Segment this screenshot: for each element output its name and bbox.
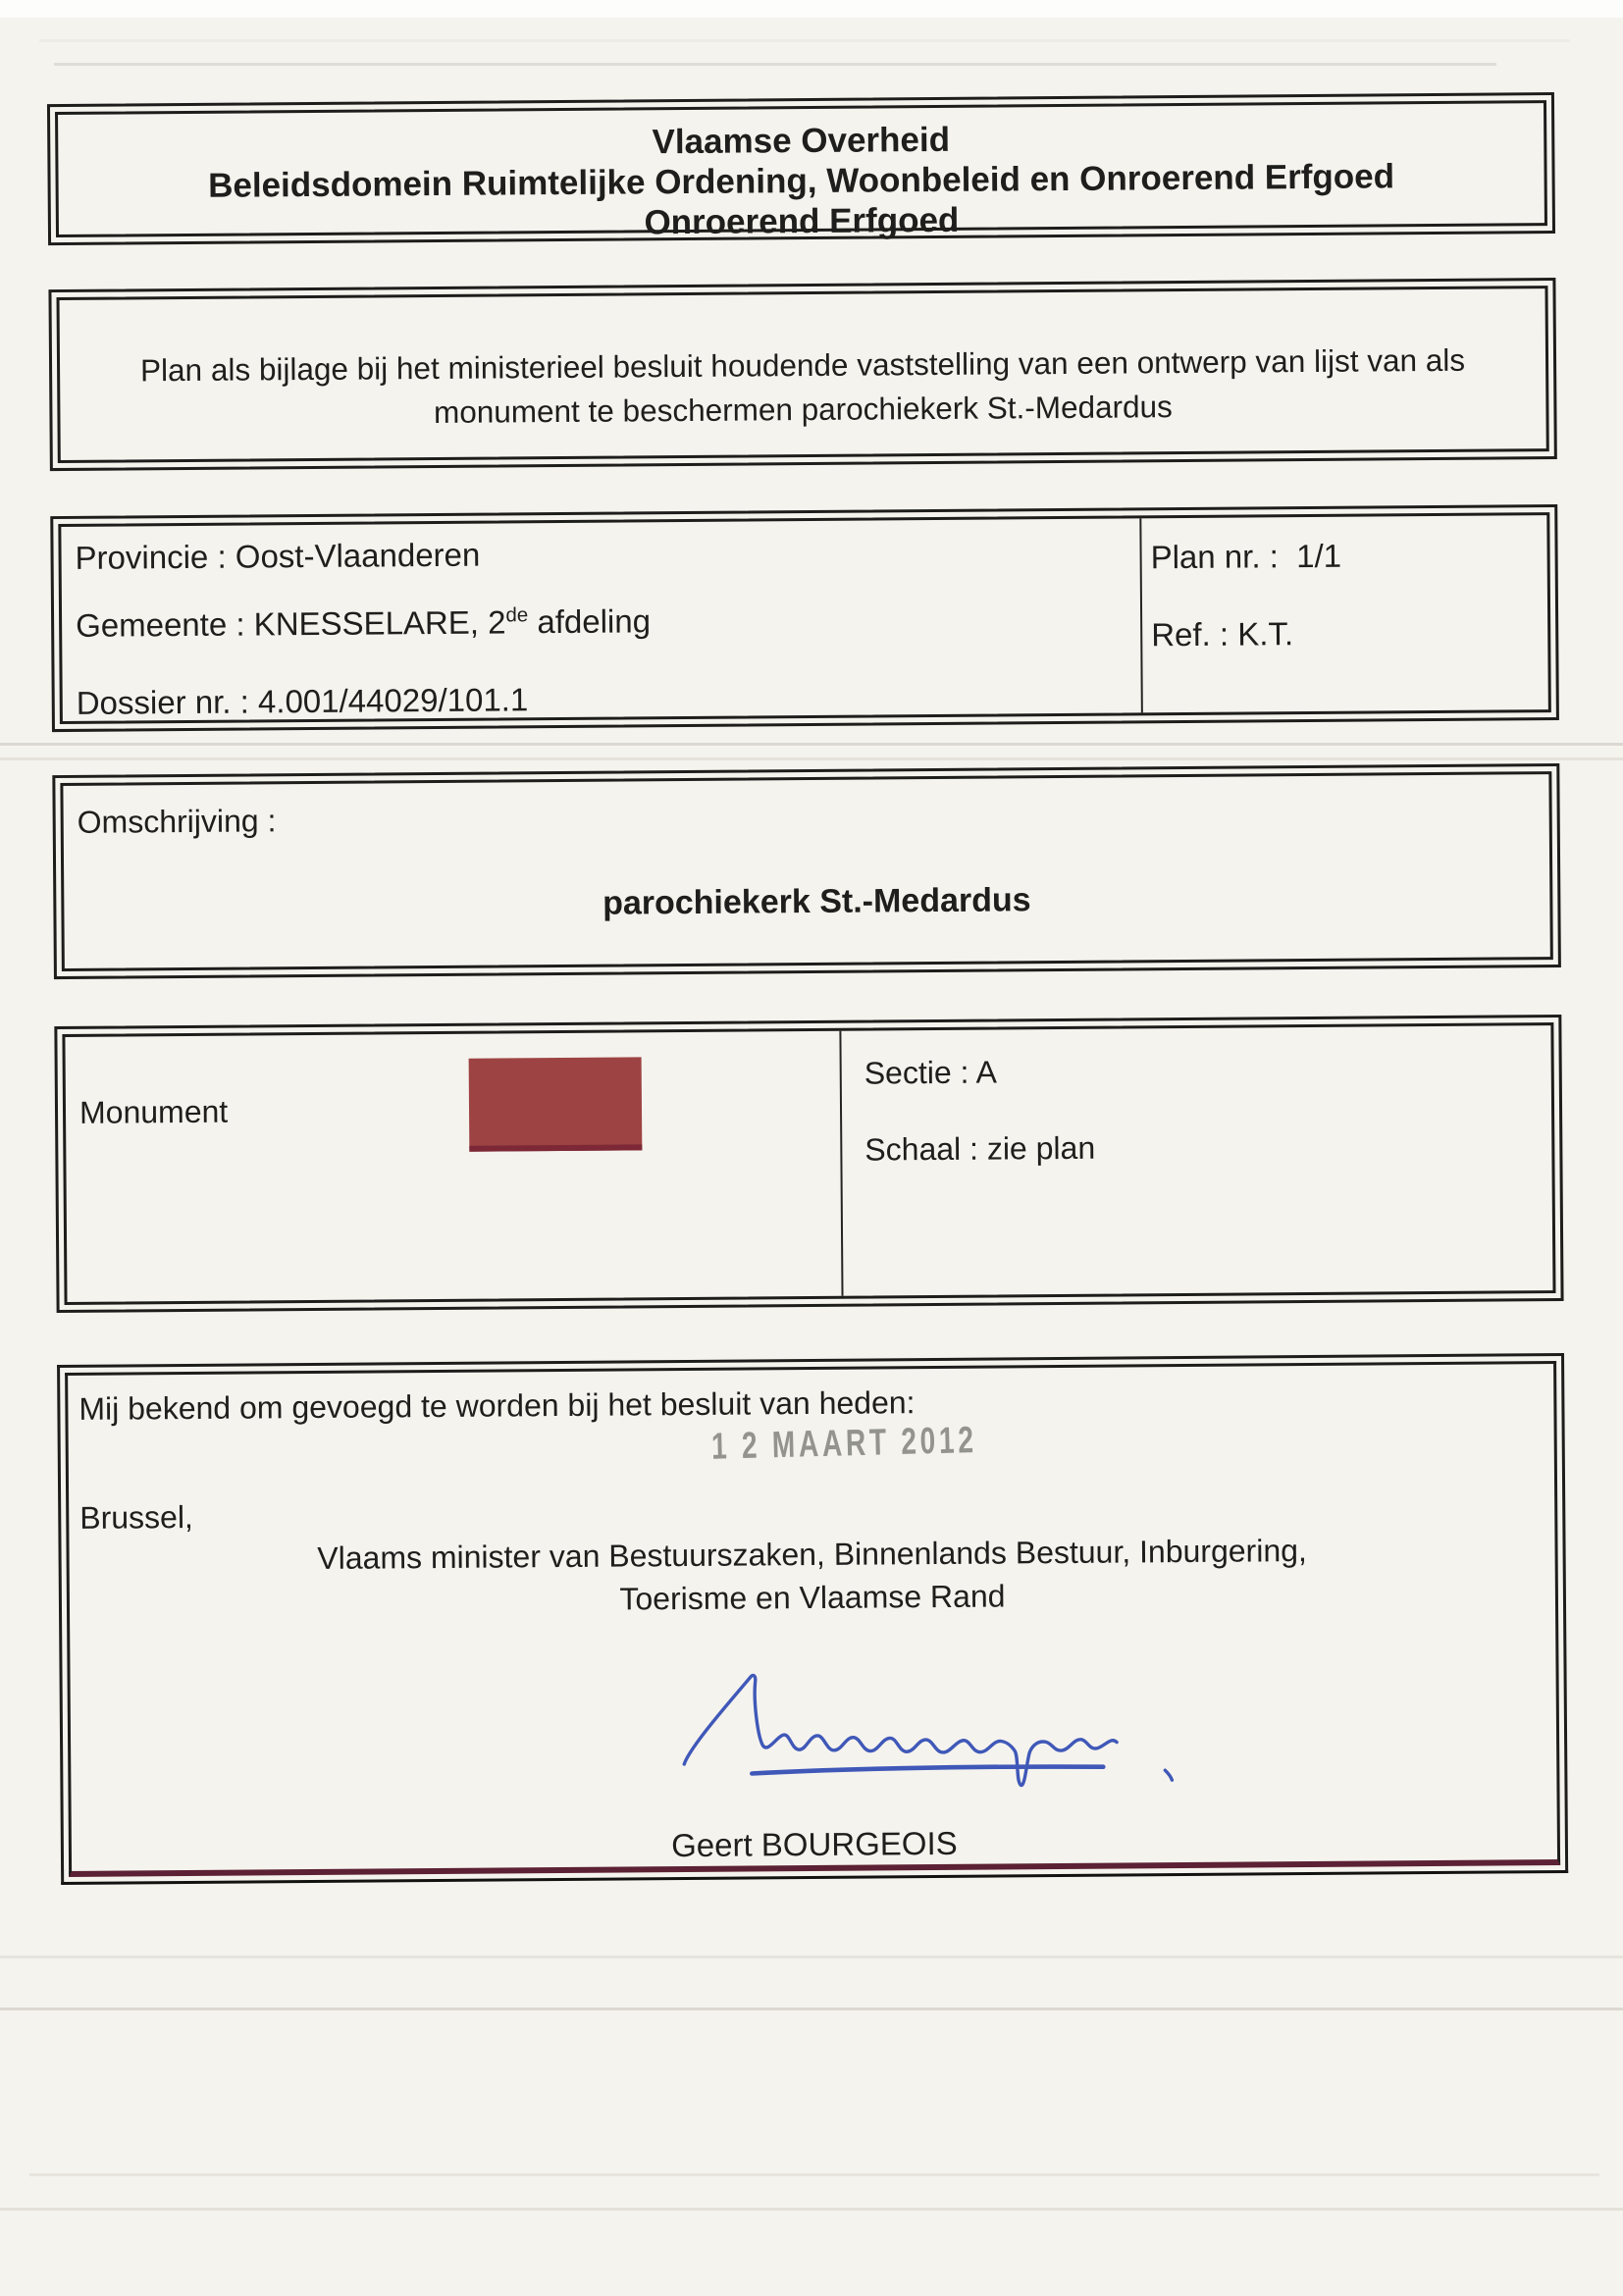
monument-color-swatch xyxy=(469,1057,643,1151)
subject-line: monument te beschermen parochiekerk St.-Medardus xyxy=(433,389,1173,431)
org-division: Onroerend Erfgoed xyxy=(644,200,960,242)
org-name: Vlaamse Overheid xyxy=(652,120,951,162)
description-value: parochiekerk St.-Medardus xyxy=(602,881,1031,922)
province-field: Provincie : Oost-Vlaanderen xyxy=(75,536,481,576)
dossier-number-field: Dossier nr. : 4.001/44029/101.1 xyxy=(76,681,529,721)
municipality-text: Gemeente : KNESSELARE, 2 xyxy=(75,603,506,644)
subject-box xyxy=(48,278,1556,471)
description-box xyxy=(52,763,1561,979)
subject-line: Plan als bijlage bij het ministerieel besluit houdende vaststelling van een ontwerp van lijst van als xyxy=(139,341,1466,389)
signature-dot xyxy=(1165,1770,1172,1780)
signoff-box xyxy=(57,1353,1568,1885)
org-department: Beleidsdomein Ruimtelijke Ordening, Woonbeleid en Onroerend Erfgoed xyxy=(207,157,1395,205)
letterhead-box xyxy=(47,92,1555,245)
legend-box xyxy=(54,1015,1563,1313)
place-label: Brussel, xyxy=(79,1498,194,1536)
signer-name: Geert BOURGEOIS xyxy=(670,1824,958,1864)
signoff-intro: Mij bekend om gevoegd te worden bij het besluit van heden: xyxy=(79,1384,916,1427)
reference-field: Ref. : K.T. xyxy=(1151,615,1294,653)
column-divider xyxy=(839,1031,843,1296)
minister-title-line: Vlaams minister van Bestuurszaken, Binnenlands Bestuur, Inburgering, xyxy=(317,1533,1307,1576)
plan-number-field: Plan nr. : 1/1 xyxy=(1150,537,1342,576)
municipality-superscript: de xyxy=(505,603,529,627)
date-stamp: 1 2 MAART 2012 xyxy=(710,1419,978,1468)
signature-image xyxy=(633,1651,1203,1813)
signature-stroke xyxy=(684,1673,1118,1789)
file-info-box xyxy=(50,504,1559,732)
minister-title-line: Toerisme en Vlaamse Rand xyxy=(619,1578,1006,1617)
municipality-suffix: afdeling xyxy=(528,602,652,641)
section-field: Sectie : A xyxy=(864,1054,998,1091)
municipality-field xyxy=(76,601,651,645)
description-label: Omschrijving : xyxy=(77,803,277,840)
column-divider xyxy=(1139,518,1143,712)
legend-label: Monument xyxy=(79,1093,229,1130)
signature-underline xyxy=(752,1766,1103,1774)
scale-field: Schaal : zie plan xyxy=(864,1129,1096,1168)
